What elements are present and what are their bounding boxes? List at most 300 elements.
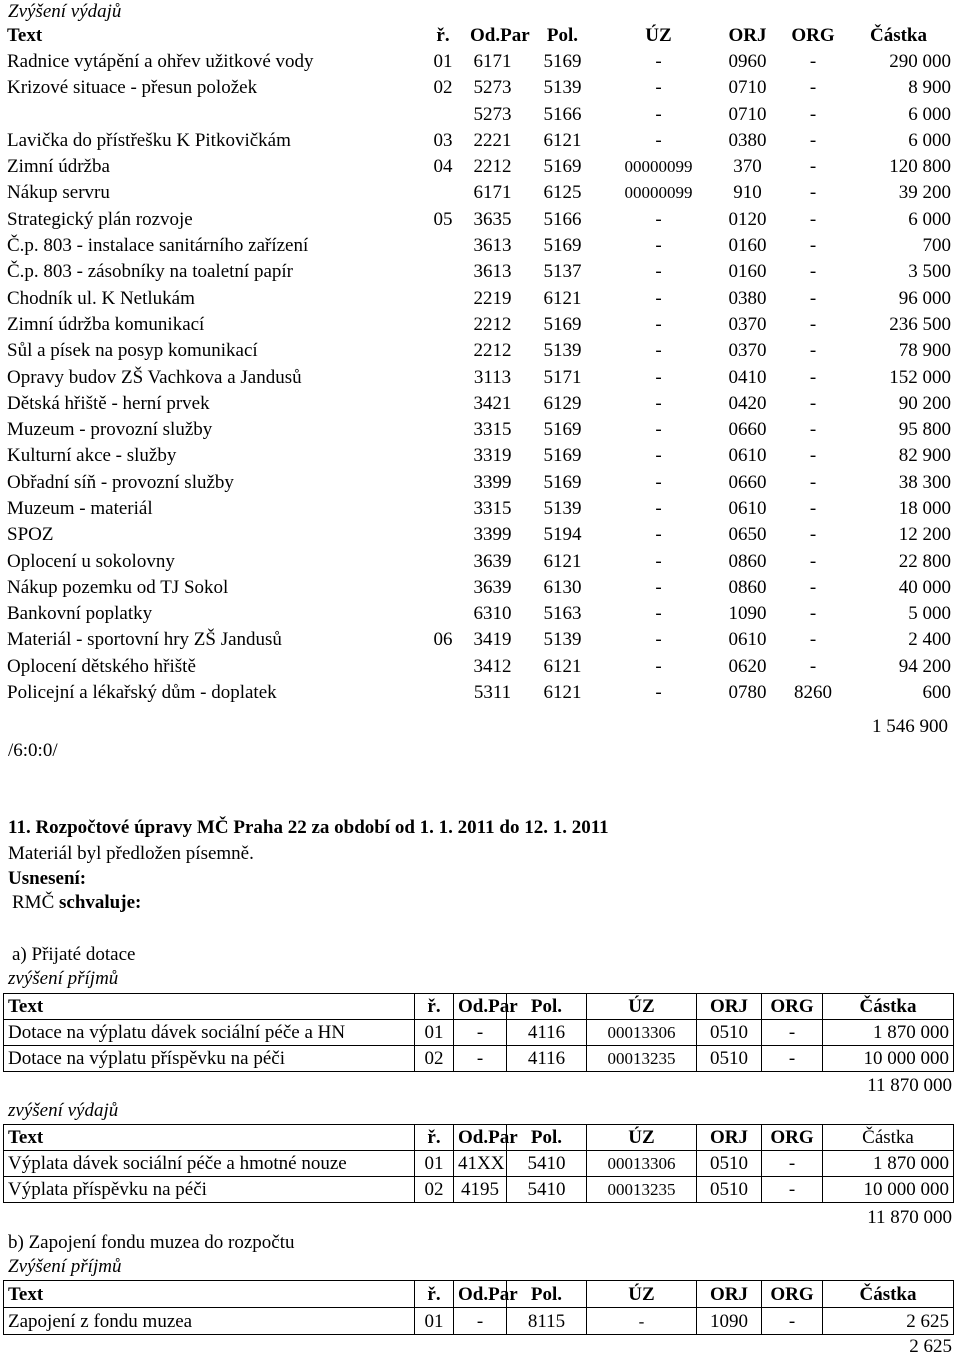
table-row xyxy=(3,338,955,364)
subsection-a: a) Přijaté dotace xyxy=(12,944,136,965)
expenditure-table xyxy=(3,22,955,706)
cell-org: - xyxy=(762,1151,823,1177)
table-row xyxy=(3,653,955,679)
cell-org: - xyxy=(809,287,817,309)
cell-pol: 6130 xyxy=(543,576,582,598)
cell-orj: 0510 xyxy=(697,1020,762,1046)
header-uz: ÚZ xyxy=(645,24,672,46)
cell-orj: 0510 xyxy=(697,1046,762,1072)
header-pol: Pol. xyxy=(546,24,579,46)
cell-orj: 0780 xyxy=(728,682,767,704)
table-row xyxy=(3,180,955,206)
table3-total: 11 870 000 xyxy=(867,1207,952,1228)
cell-org: - xyxy=(809,340,817,362)
cell-orj: 0380 xyxy=(728,129,767,151)
table-row xyxy=(3,601,955,627)
cell-pol: 5410 xyxy=(507,1151,587,1177)
cell-org: - xyxy=(809,497,817,519)
cell-text: Chodník ul. K Netlukám xyxy=(7,287,195,309)
cell-amount: 290 000 xyxy=(889,50,951,72)
cell-row-no: 06 xyxy=(433,629,453,651)
cell-pol: 5169 xyxy=(543,235,582,257)
cell-uz: - xyxy=(655,287,662,309)
cell-pol: 5169 xyxy=(543,50,582,72)
cell-amount: 82 900 xyxy=(898,445,951,467)
cell-text: Strategický plán rozvoje xyxy=(7,208,193,230)
cell-row-no xyxy=(420,338,466,364)
cell-text xyxy=(3,101,420,127)
cell-amount: 96 000 xyxy=(898,287,951,309)
cell-orj: 0370 xyxy=(728,313,767,335)
cell-row-no xyxy=(420,232,466,258)
cell-orj: 1090 xyxy=(728,603,767,625)
cell-amount: 2 625 xyxy=(823,1308,954,1335)
header-org: ORG xyxy=(762,1125,823,1151)
cell-uz: - xyxy=(655,471,662,493)
cell-org: - xyxy=(809,655,817,677)
cell-org: - xyxy=(809,235,817,257)
table-row xyxy=(3,548,955,574)
table-row xyxy=(3,311,955,337)
cell-org: - xyxy=(809,524,817,546)
table-row xyxy=(4,1177,954,1203)
cell-row-no xyxy=(420,574,466,600)
cell-uz: - xyxy=(655,603,662,625)
cell-text: Výplata dávek sociální péče a hmotné nouze xyxy=(4,1151,415,1177)
cell-row-no xyxy=(420,495,466,521)
cell-uz: 00013235 xyxy=(587,1177,697,1203)
cell-text: Nákup pozemku od TJ Sokol xyxy=(7,576,229,598)
cell-od-par: 3613 xyxy=(473,261,512,283)
cell-org: - xyxy=(809,629,817,651)
header-row-no: ř. xyxy=(415,994,454,1020)
cell-uz: - xyxy=(655,129,662,151)
cell-pol: 5137 xyxy=(543,261,582,283)
header-org: ORG xyxy=(762,1281,823,1308)
cell-org: - xyxy=(809,392,817,414)
table-row xyxy=(3,469,955,495)
header-text: Text xyxy=(4,994,415,1020)
cell-text: Zimní údržba xyxy=(7,156,110,178)
cell-orj: 1090 xyxy=(697,1308,762,1335)
header-text: Text xyxy=(4,1281,415,1308)
cell-text: Zimní údržba komunikací xyxy=(7,313,205,335)
cell-uz: - xyxy=(655,419,662,441)
cell-text: Č.p. 803 - instalace sanitárního zařízení xyxy=(7,235,309,257)
cell-row-no xyxy=(420,390,466,416)
table-row xyxy=(3,364,955,390)
cell-amount: 3 500 xyxy=(908,261,951,283)
header-orj: ORJ xyxy=(697,1125,762,1151)
cell-row-no xyxy=(420,653,466,679)
cell-od-par: 6171 xyxy=(473,182,512,204)
cell-row-no xyxy=(420,443,466,469)
museum-fund-table xyxy=(3,1280,954,1335)
cell-orj: 0120 xyxy=(728,208,767,230)
cell-od-par: 5273 xyxy=(473,103,512,125)
cell-amount: 40 000 xyxy=(898,576,951,598)
cell-text: Kulturní akce - služby xyxy=(7,445,177,467)
header-uz: ÚZ xyxy=(587,994,697,1020)
cell-row-no xyxy=(420,259,466,285)
cell-text: Radnice vytápění a ohřev užitkové vody xyxy=(7,50,314,72)
cell-od-par: 6171 xyxy=(473,50,512,72)
cell-pol: 5139 xyxy=(543,497,582,519)
cell-org: - xyxy=(809,129,817,151)
cell-org: - xyxy=(762,1177,823,1203)
cell-uz: 00000099 xyxy=(624,157,693,177)
cell-orj: 0960 xyxy=(728,50,767,72)
cell-text: Materiál - sportovní hry ZŠ Jandusů xyxy=(7,629,282,651)
cell-orj: 0710 xyxy=(728,77,767,99)
cell-od-par: 5273 xyxy=(473,77,512,99)
header-od-par: Od.Par xyxy=(454,994,507,1020)
table-row xyxy=(4,1046,954,1072)
cell-row-no: 01 xyxy=(433,50,453,72)
cell-org: - xyxy=(809,550,817,572)
cell-org: - xyxy=(762,1308,823,1335)
cell-row-no: 01 xyxy=(415,1308,454,1335)
header-row-no: ř. xyxy=(415,1125,454,1151)
cell-row-no xyxy=(420,180,466,206)
cell-od-par: 4195 xyxy=(454,1177,507,1203)
cell-od-par: 3315 xyxy=(473,497,512,519)
cell-od-par: 5311 xyxy=(473,682,512,704)
cell-org: 8260 xyxy=(794,682,832,704)
cell-uz: - xyxy=(655,366,662,388)
table4-total: 2 625 xyxy=(909,1336,952,1357)
table-header-row xyxy=(4,994,954,1020)
cell-row-no xyxy=(420,522,466,548)
cell-amount: 700 xyxy=(922,235,951,257)
cell-uz: 00013306 xyxy=(587,1020,697,1046)
cell-org: - xyxy=(809,471,817,493)
table-row xyxy=(3,285,955,311)
cell-od-par: 3113 xyxy=(473,366,512,388)
table-row xyxy=(3,574,955,600)
cell-org: - xyxy=(809,445,817,467)
cell-od-par: 3319 xyxy=(473,445,512,467)
cell-uz: - xyxy=(655,682,662,704)
cell-pol: 5169 xyxy=(543,445,582,467)
material-note: Materiál byl předložen písemně. xyxy=(8,843,254,864)
cell-orj: 910 xyxy=(733,182,762,204)
cell-uz: 00013235 xyxy=(587,1046,697,1072)
cell-pol: 5166 xyxy=(543,103,582,125)
cell-od-par: 3639 xyxy=(473,550,512,572)
rmc-approves: RMČ schvaluje: xyxy=(12,892,142,913)
cell-amount: 95 800 xyxy=(898,419,951,441)
cell-od-par: 3613 xyxy=(473,235,512,257)
cell-pol: 5166 xyxy=(543,208,582,230)
cell-od-par: 6310 xyxy=(473,603,512,625)
cell-od-par: - xyxy=(454,1046,507,1072)
cell-text: Bankovní poplatky xyxy=(7,603,153,625)
cell-orj: 0650 xyxy=(728,524,767,546)
cell-orj: 0160 xyxy=(728,235,767,257)
cell-od-par: 2219 xyxy=(473,287,512,309)
cell-orj: 370 xyxy=(733,156,762,178)
cell-amount: 10 000 000 xyxy=(823,1177,954,1203)
cell-pol: 5139 xyxy=(543,77,582,99)
cell-amount: 90 200 xyxy=(898,392,951,414)
vote-result: /6:0:0/ xyxy=(8,740,58,761)
cell-text: Nákup servru xyxy=(7,182,110,204)
header-row-no: ř. xyxy=(436,24,450,46)
cell-row-no xyxy=(420,679,466,705)
cell-uz: - xyxy=(655,208,662,230)
header-pol: Pol. xyxy=(507,1281,587,1308)
header-amount: Částka xyxy=(869,24,927,46)
cell-orj: 0610 xyxy=(728,497,767,519)
cell-row-no xyxy=(420,548,466,574)
cell-org: - xyxy=(762,1020,823,1046)
cell-row-no xyxy=(420,469,466,495)
cell-od-par: 2221 xyxy=(473,129,512,151)
table-row xyxy=(3,259,955,285)
cell-od-par: - xyxy=(454,1308,507,1335)
header-org: ORG xyxy=(762,994,823,1020)
table4-caption: Zvýšení příjmů xyxy=(8,1256,122,1277)
cell-orj: 0660 xyxy=(728,419,767,441)
cell-text: Lavička do přístřešku K Pitkovičkám xyxy=(7,129,291,151)
cell-org: - xyxy=(809,261,817,283)
header-orj: ORJ xyxy=(697,1281,762,1308)
cell-uz: 00000099 xyxy=(624,183,693,203)
cell-amount: 6 000 xyxy=(908,208,951,230)
cell-text: Muzeum - materiál xyxy=(7,497,153,519)
cell-pol: 8115 xyxy=(507,1308,587,1335)
cell-uz: - xyxy=(655,340,662,362)
header-org: ORG xyxy=(791,24,835,46)
cell-pol: 5169 xyxy=(543,313,582,335)
table-row xyxy=(3,232,955,258)
cell-org: - xyxy=(809,156,817,178)
table-row xyxy=(3,416,955,442)
cell-amount: 2 400 xyxy=(908,629,951,651)
cell-pol: 5169 xyxy=(543,156,582,178)
cell-uz: - xyxy=(655,313,662,335)
cell-od-par: 3399 xyxy=(473,471,512,493)
cell-text: Obřadní síň - provozní služby xyxy=(7,471,234,493)
cell-orj: 0860 xyxy=(728,576,767,598)
cell-uz: - xyxy=(655,261,662,283)
table2-total: 11 870 000 xyxy=(867,1075,952,1096)
cell-row-no xyxy=(420,311,466,337)
cell-amount: 78 900 xyxy=(898,340,951,362)
table-row xyxy=(3,127,955,153)
cell-text: Dotace na výplatu příspěvku na péči xyxy=(4,1046,415,1072)
cell-amount: 18 000 xyxy=(898,497,951,519)
cell-text: Č.p. 803 - zásobníky na toaletní papír xyxy=(7,261,293,283)
header-pol: Pol. xyxy=(507,1125,587,1151)
header-od-par: Od.Par xyxy=(454,1125,507,1151)
cell-amount: 120 800 xyxy=(889,156,951,178)
table-header-row xyxy=(4,1125,954,1151)
cell-org: - xyxy=(809,182,817,204)
table-header-row xyxy=(4,1281,954,1308)
header-pol: Pol. xyxy=(507,994,587,1020)
cell-pol: 5171 xyxy=(543,366,582,388)
cell-row-no xyxy=(420,101,466,127)
cell-amount: 6 000 xyxy=(908,103,951,125)
table-header-row xyxy=(3,22,955,48)
cell-amount: 12 200 xyxy=(898,524,951,546)
cell-orj: 0860 xyxy=(728,550,767,572)
cell-text: Výplata příspěvku na péči xyxy=(4,1177,415,1203)
cell-uz: - xyxy=(655,50,662,72)
cell-orj: 0660 xyxy=(728,471,767,493)
cell-uz: - xyxy=(655,524,662,546)
cell-pol: 5139 xyxy=(543,629,582,651)
cell-amount: 1 870 000 xyxy=(823,1151,954,1177)
cell-row-no xyxy=(420,416,466,442)
resolution-label: Usnesení: xyxy=(8,868,87,889)
expenditure-table-2 xyxy=(3,1124,954,1203)
cell-od-par: 3419 xyxy=(473,629,512,651)
header-amount: Částka xyxy=(823,994,954,1020)
cell-org: - xyxy=(809,576,817,598)
cell-od-par: 3421 xyxy=(473,392,512,414)
cell-text: Oplocení u sokolovny xyxy=(7,550,175,572)
cell-text: Opravy budov ZŠ Vachkova a Jandusů xyxy=(7,366,302,388)
cell-row-no: 01 xyxy=(415,1151,454,1177)
cell-text: SPOZ xyxy=(7,524,54,546)
cell-org: - xyxy=(809,208,817,230)
cell-uz: - xyxy=(655,392,662,414)
table-row xyxy=(3,443,955,469)
cell-text: Dětská hřiště - herní prvek xyxy=(7,392,210,414)
cell-pol: 5163 xyxy=(543,603,582,625)
cell-amount: 94 200 xyxy=(898,655,951,677)
table2-caption: zvýšení příjmů xyxy=(8,968,119,989)
cell-orj: 0610 xyxy=(728,629,767,651)
cell-od-par: 3399 xyxy=(473,524,512,546)
cell-pol: 6121 xyxy=(543,287,582,309)
cell-org: - xyxy=(809,50,817,72)
cell-uz: - xyxy=(655,629,662,651)
cell-orj: 0370 xyxy=(728,340,767,362)
cell-pol: 4116 xyxy=(507,1046,587,1072)
cell-orj: 0420 xyxy=(728,392,767,414)
cell-amount: 10 000 000 xyxy=(823,1046,954,1072)
table-row xyxy=(3,206,955,232)
cell-amount: 236 500 xyxy=(889,313,951,335)
cell-pol: 5194 xyxy=(543,524,582,546)
table-row xyxy=(3,48,955,74)
cell-row-no: 05 xyxy=(433,208,453,230)
header-od-par: Od.Par xyxy=(470,24,530,46)
cell-org: - xyxy=(809,77,817,99)
income-table xyxy=(3,993,954,1072)
cell-orj: 0620 xyxy=(728,655,767,677)
table-row xyxy=(4,1151,954,1177)
cell-row-no: 04 xyxy=(433,156,453,178)
cell-uz: - xyxy=(655,576,662,598)
cell-orj: 0610 xyxy=(728,445,767,467)
table-row xyxy=(4,1308,954,1335)
table-row xyxy=(3,679,955,705)
table-row xyxy=(3,101,955,127)
cell-pol: 5169 xyxy=(543,419,582,441)
cell-row-no: 02 xyxy=(415,1177,454,1203)
cell-amount: 5 000 xyxy=(908,603,951,625)
cell-org: - xyxy=(809,366,817,388)
table1-caption: Zvýšení výdajů xyxy=(8,1,122,22)
cell-uz: 00013306 xyxy=(587,1151,697,1177)
cell-text: Krizové situace - přesun položek xyxy=(7,77,258,99)
cell-od-par: 3412 xyxy=(473,655,512,677)
table-row xyxy=(3,390,955,416)
header-row-no: ř. xyxy=(415,1281,454,1308)
cell-row-no: 03 xyxy=(433,129,453,151)
section-heading: 11. Rozpočtové úpravy MČ Praha 22 za období od 1. 1. 2011 do 12. 1. 2011 xyxy=(8,817,609,838)
cell-org: - xyxy=(809,103,817,125)
cell-od-par: - xyxy=(454,1020,507,1046)
table-row xyxy=(3,75,955,101)
cell-uz: - xyxy=(655,103,662,125)
cell-text: Sůl a písek na posyp komunikací xyxy=(7,340,258,362)
header-amount: Částka xyxy=(823,1125,954,1151)
cell-amount: 600 xyxy=(922,682,951,704)
cell-pol: 6129 xyxy=(543,392,582,414)
cell-row-no: 02 xyxy=(415,1046,454,1072)
cell-od-par: 3639 xyxy=(473,576,512,598)
table-row xyxy=(3,495,955,521)
cell-od-par: 3635 xyxy=(473,208,512,230)
cell-uz: - xyxy=(655,235,662,257)
cell-od-par: 2212 xyxy=(473,156,512,178)
cell-uz: - xyxy=(655,655,662,677)
cell-pol: 6121 xyxy=(543,129,582,151)
cell-org: - xyxy=(809,603,817,625)
cell-pol: 5410 xyxy=(507,1177,587,1203)
cell-uz: - xyxy=(655,497,662,519)
header-uz: ÚZ xyxy=(587,1125,697,1151)
cell-pol: 6121 xyxy=(543,550,582,572)
table3-caption: zvýšení výdajů xyxy=(8,1100,119,1121)
cell-orj: 0410 xyxy=(728,366,767,388)
table-row xyxy=(3,522,955,548)
header-uz: ÚZ xyxy=(587,1281,697,1308)
header-amount: Částka xyxy=(823,1281,954,1308)
cell-pol: 5169 xyxy=(543,471,582,493)
cell-amount: 152 000 xyxy=(889,366,951,388)
cell-text: Oplocení dětského hřiště xyxy=(7,655,196,677)
cell-orj: 0510 xyxy=(697,1151,762,1177)
cell-text: Muzeum - provozní služby xyxy=(7,419,213,441)
cell-amount: 38 300 xyxy=(898,471,951,493)
table-row xyxy=(3,153,955,179)
cell-row-no xyxy=(420,285,466,311)
header-text: Text xyxy=(7,24,43,46)
cell-pol: 6125 xyxy=(543,182,582,204)
cell-amount: 8 900 xyxy=(908,77,951,99)
cell-uz: - xyxy=(655,550,662,572)
header-od-par: Od.Par xyxy=(454,1281,507,1308)
cell-amount: 39 200 xyxy=(898,182,951,204)
cell-row-no: 01 xyxy=(415,1020,454,1046)
cell-orj: 0710 xyxy=(728,103,767,125)
cell-uz: - xyxy=(655,77,662,99)
cell-org: - xyxy=(809,313,817,335)
table-row xyxy=(4,1020,954,1046)
cell-amount: 6 000 xyxy=(908,129,951,151)
cell-uz: - xyxy=(587,1308,697,1335)
cell-od-par: 41XX xyxy=(454,1151,507,1177)
header-orj: ORJ xyxy=(697,994,762,1020)
cell-od-par: 3315 xyxy=(473,419,512,441)
